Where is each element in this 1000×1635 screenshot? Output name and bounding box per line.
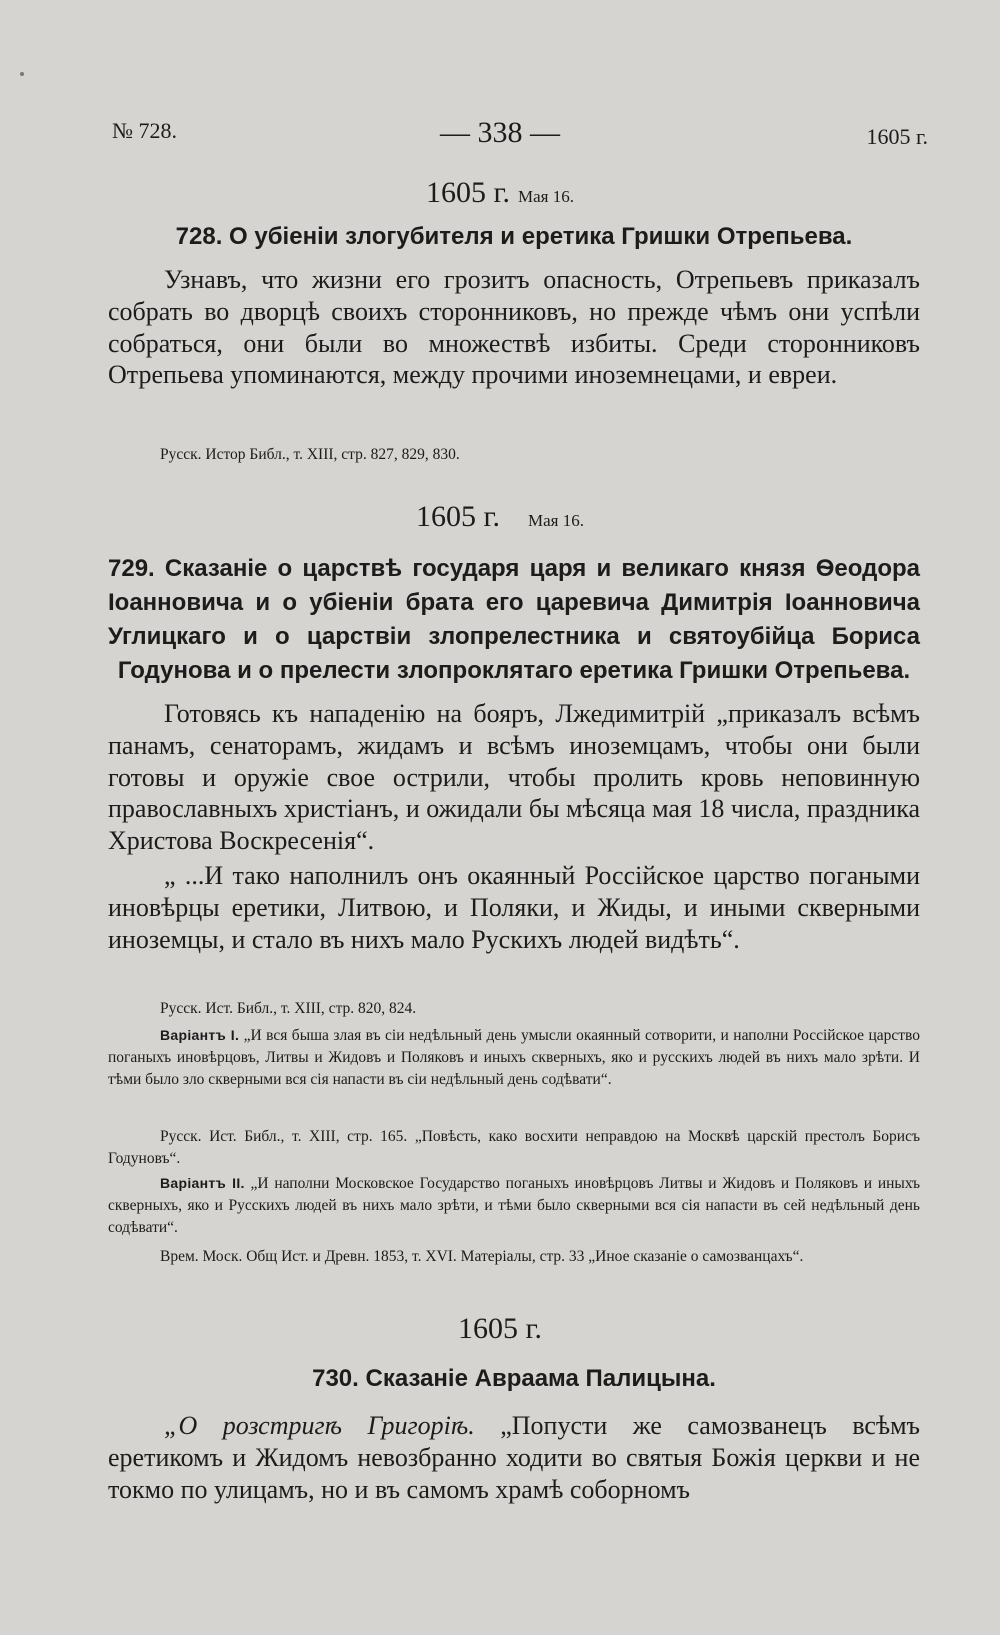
document-number: № 728. bbox=[112, 118, 177, 143]
page-number: — 338 — bbox=[440, 116, 560, 149]
entry-729-variant-2 bbox=[108, 1172, 920, 1239]
entry-729-variant-1-source: Русск. Ист. Библ., т. XIII, стр. 165. „Повѣсть, како восхити неправдою на Москвѣ царскій престолъ Борисъ Годуновъ“. bbox=[108, 1128, 920, 1167]
entry-728-source: Русск. Истор Библ., т. XIII, стр. 827, 829, 830. bbox=[160, 446, 460, 463]
entry-729-paragraph-1: Готовясь къ нападенію на бояръ, Лжедимитрій „приказалъ всѣмъ панамъ, сенаторамъ, жидамъ и всѣмъ иноземцамъ, чтобы они были готовы и оружіе свое острили, чтобы пролить кровь неповинную православныхъ христіанъ, и ожидали бы мѣсяца мая 18 числа, праздника Христова Воскресенія“. bbox=[108, 699, 920, 856]
scan-speck bbox=[20, 72, 24, 76]
header-year: 1605 г. bbox=[866, 124, 928, 149]
entry-729-date bbox=[0, 500, 1000, 534]
entry-730-title: 730. Сказаніе Авраама Палицына. bbox=[312, 1365, 716, 1392]
entry-729-variant-2-source: Врем. Моск. Общ Ист. и Древн. 1853, т. XVI. Матеріалы, стр. 33 „Иное сказаніе о самозванцахъ“. bbox=[160, 1248, 804, 1265]
entry-729-source: Русск. Ист. Библ., т. XIII, стр. 820, 824. bbox=[160, 1000, 417, 1017]
entry-730-text bbox=[108, 1410, 920, 1505]
entry-728-month: Мая 16. bbox=[517, 187, 574, 206]
entry-729-title: 729. Сказаніе о царствѣ государя царя и великаго князя Ѳеодора Іоанновича и о убіеніи брата его царевича Димитрія Іоанновича Углицкаго и о царствіи злопрелестника и святоубійца Бориса Годунова и о прелести злопроклятаго еретика Гришки Отрепьева. bbox=[108, 555, 920, 684]
entry-729-month: Мая 16. bbox=[527, 511, 584, 530]
entry-730-body: „Попусти же самозванецъ всѣмъ еретикомъ и Жидомъ невозбранно ходити во святыя Божія церкви и не токмо по улицамъ, но и въ самомъ храмѣ соборномъ bbox=[108, 1411, 920, 1504]
entry-728-date bbox=[0, 176, 1000, 210]
variant-1-text: „И вся быша злая въ сіи недѣльный день умысли окаянный сотворити, и наполни Россійское царство поганыхъ иновѣрцовъ, Литвы и Жидовъ и Поляковъ и иныхъ скверныхъ, яко и русскихъ людей въ нихъ мало зрѣти. И тѣми было зло скверными вся сія напасти въ сіи недѣльный день содѣвати“. bbox=[108, 1027, 920, 1088]
variant-2-text: „И наполни Московское Государство поганыхъ иновѣрцовъ Литвы и Жидовъ и Поляковъ и иныхъ скверныхъ, яко и Русскихъ людей въ нихъ мало зрѣти, и тѣми было скверными вся сія напасти въ сей недѣльный день содѣвати“. bbox=[108, 1175, 920, 1236]
variant-1-label: Варіантъ I. bbox=[160, 1027, 240, 1043]
entry-729-paragraph-2: „ ...И тако наполнилъ онъ окаянный Россійское царство погаными иновѣрцы еретики, Литвою, и Поляки, и Жиды, и иными скверными иноземцы, и стало въ нихъ мало Рускихъ людей видѣть“. bbox=[108, 861, 920, 954]
entry-729-variant-1 bbox=[108, 1024, 920, 1091]
entry-729-year: 1605 г. bbox=[416, 500, 500, 533]
entry-730-date bbox=[0, 1312, 1000, 1346]
entry-730-year: 1605 г. bbox=[458, 1312, 542, 1345]
entry-728-year: 1605 г. bbox=[426, 176, 510, 209]
entry-728-title: 728. О убіеніи злогубителя и еретика Гришки Отрепьева. bbox=[175, 223, 853, 250]
entry-730-italic-heading: „О розстригѣ Григоріѣ. bbox=[164, 1411, 475, 1440]
variant-2-label: Варіантъ II. bbox=[160, 1175, 245, 1191]
entry-728-text: Узнавъ, что жизни его грозитъ опасность, Отрепьевъ приказалъ собрать во дворцѣ своихъ сторонниковъ, но прежде чѣмъ они успѣли собраться, они были во множествѣ избиты. Среди сторонниковъ Отрепьева упоминаются, между прочими иноземнецами, и евреи. bbox=[108, 265, 920, 390]
